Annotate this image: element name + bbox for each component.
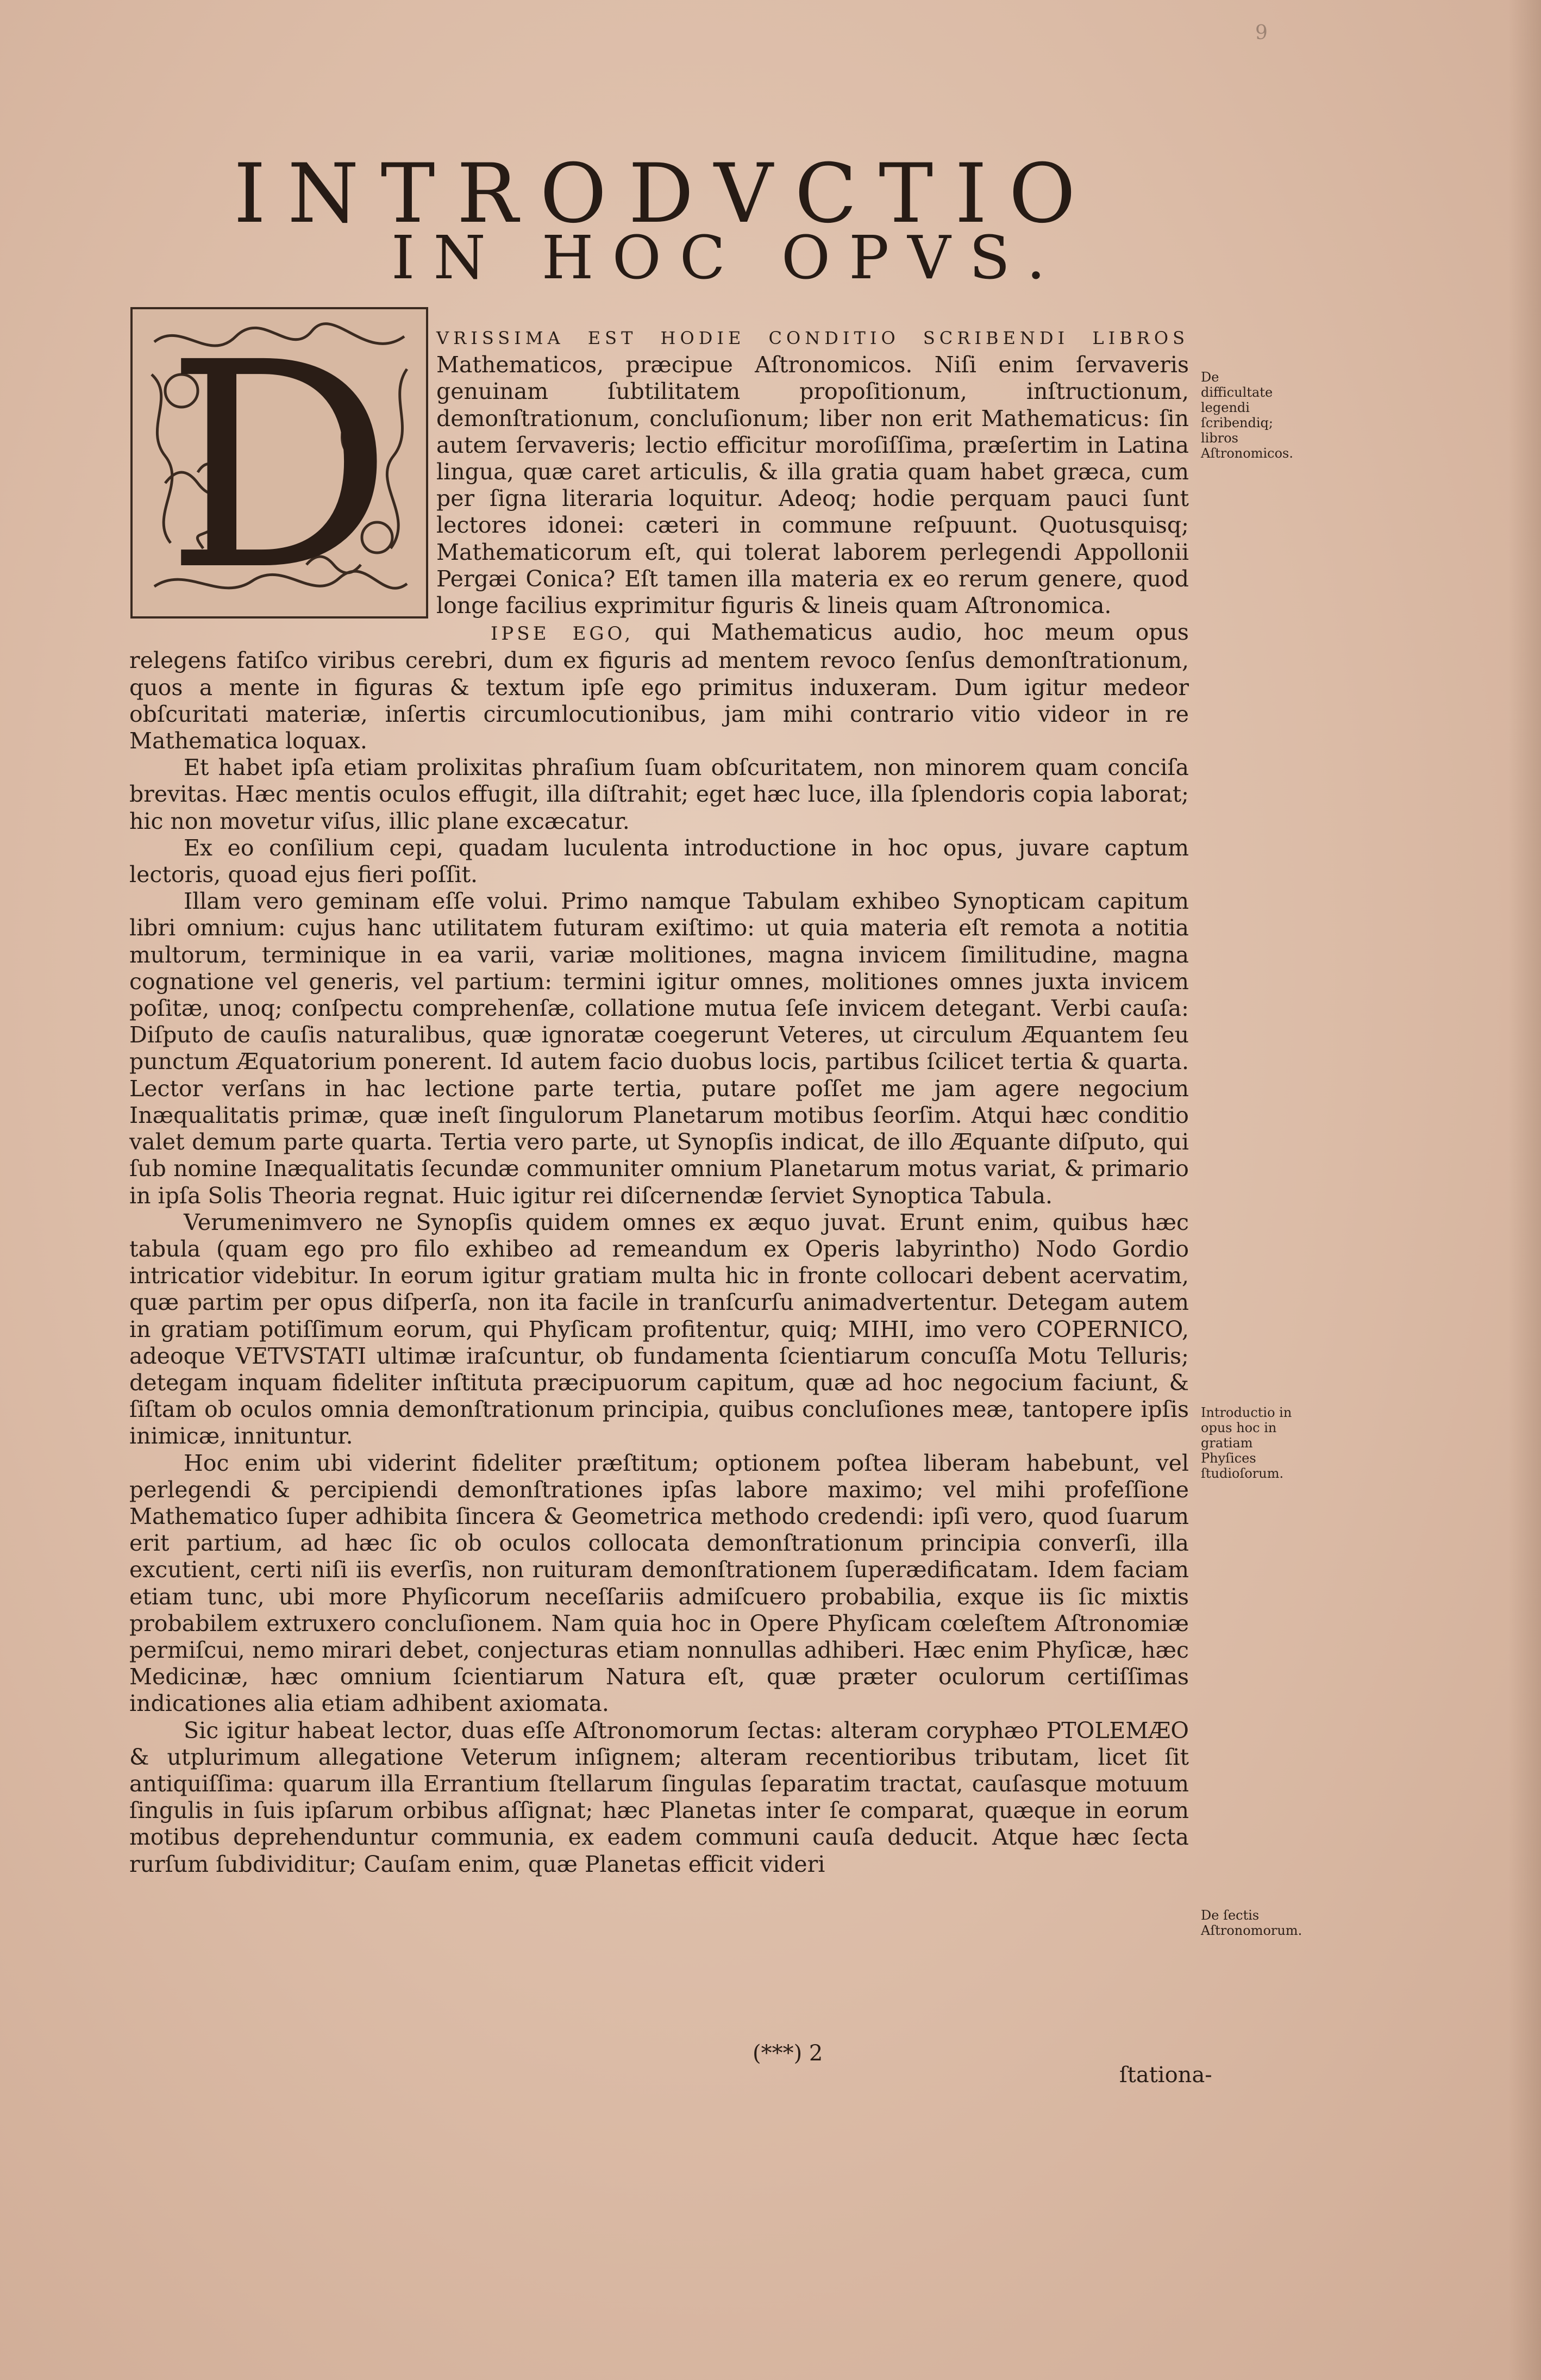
paragraph-6-text: Verumenimvero ne Synopſis quidem omnes ex æquo juvat. Erunt enim, quibus hæc tabula (quam ego pro filo exhibeo ad remeandum ex Operis labyrintho) Nodo Gordio intricatior videbitur. In eorum igitur gratiam multa hic in fronte collocari debent acervatim, quæ partim per opus diſperſa, non ita facile in tranſcurſu animadvertentur. Detegam autem in gratiam potiſſimum eorum, qui Phyſicam profitentur, quiq; MIHI, imo vero COPERNICO, adeoque VETVSTATI ultimæ iraſcuntur, ob fundamenta ſcientiarum concuſſa Motu Telluris; detegam inquam fideliter inſtituta præcipuorum capitum, quæ ad hoc negocium faciunt, & ſiſtam ob oculos omnia demonſtrationum principia, quibus concluſiones meæ, tantopere ipſis inimicæ, innituntur. [129, 1209, 1189, 1450]
margin-note-1: De difficultate legendi ſcribendiq; libros Aſtronomicos. [1201, 370, 1293, 461]
margin-note-3: De ſectis Aſtronomorum. [1201, 1908, 1302, 1938]
paragraph-1-lead: VRISSIMA EST HODIE CONDITIO SCRIBENDI LIBROS [436, 328, 1189, 348]
paragraph-7-text: Hoc enim ubi viderint fideliter præſtitum; optionem poſtea liberam habebunt, vel perlegendi & percipiendi demonſtrationes ipſas labore maximo; vel mihi profeſſione Mathematico ſuper adhibita ſincera & Geometrica methodo credendi: ipſi vero, quod ſuarum erit partium, ad hæc ſic ob oculos collocata demonſtrationum principia converſi, illa excutient, certi niſi iis everſis, non ruituram demonſtrationem ſuperædificatam. Idem faciam etiam tunc, ubi more Phyſicorum neceſſariis admiſcuero probabilia, exque iis ſic mixtis probabilem extruxero concluſionem. Nam quia hoc in Opere Phyſicam cœleſtem Aſtronomiæ permiſcui, nemo mirari debet, conjecturas etiam nonnullas adhiberi. Hæc enim Phyſicæ, hæc Medicinæ, hæc omnium ſcientiarum Natura eſt, quæ præter oculorum certiſſimas indicationes alia etiam adhibent axiomata. [129, 1450, 1189, 1717]
paragraph-7 [129, 1450, 1189, 1717]
paragraph-6 [129, 1209, 1189, 1450]
paragraph-2-lead: IPSE EGO, [491, 623, 634, 645]
title-line-2: IN HOC OPVS. [391, 223, 1064, 292]
paragraph-1-text: Mathematicos, præcipue Aſtronomicos. Niſi enim ſervaveris genuinam ſubtilitatem propoſitionum, inſtructionum, demonſtrationum, concluſionum; liber non erit Mathematicus: ſin autem ſervaveris; lectio efficitur moroſiſſima, præſertim in Latina lingua, quæ caret articulis, & illa gratia quam habet græca, cum per ſigna literaria loquitur. Adeoq; hodie perquam pauci ſunt lectores idonei: cæteri in commune reſpuunt. Quotusquisq; Mathematicorum eſt, qui tolerat laborem perlegendi Appollonii Pergæi Conica? Eſt tamen illa materia ex eo rerum genere, quod longe facilius exprimitur figuris & lineis quam Aſtronomica. [436, 352, 1189, 619]
main-text [129, 323, 1189, 1878]
paragraph-4-text: Ex eo conſilium cepi, quadam luculenta introductione in hoc opus, juvare captum lectoris, quoad ejus fieri poſſit. [129, 834, 1189, 888]
paragraph-8-text: Sic igitur habeat lector, duas eſſe Aſtronomorum ſectas: alteram coryphæo PTOLEMÆO & utplurimum allegatione Veterum inſignem; alteram recentioribus tributam, licet ſit antiquiſſima: quarum illa Errantium ſtellarum ſingulas ſeparatim tractat, cauſasque motuum ſingulis in ſuis ipſarum orbibus aſſignat; hæc Planetas inter ſe comparat, quæque in eorum motibus deprehenduntur communia, ex eadem communi cauſa deducit. Atque hæc ſecta rurſum ſubdividitur; Cauſam enim, quæ Planetas efficit videri [129, 1717, 1189, 1877]
margin-note-2: Introductio in opus hoc in gratiam Phyſices ſtudioſorum. [1201, 1405, 1292, 1481]
paragraph-5 [129, 888, 1189, 1209]
initial-letter: D [166, 309, 393, 616]
page-edge-shadow [1508, 0, 1541, 2380]
paragraph-2-text: qui Mathematicus audio, hoc meum opus relegens fatiſco viribus cerebri, dum ex figuris ad mentem revoco ſenſus demonſtrationum, quos a mente in figuras & textum ipſe ego primitus induxeram. Dum igitur medeor obſcuritati materiæ, inſertis circumlocutionibus, jam mihi contrario vitio videor in re Mathematica loquax. [129, 619, 1189, 754]
paragraph-4 [129, 835, 1189, 888]
title-line-1: INTRODVCTIO [234, 147, 1098, 241]
initial-spacer [129, 323, 436, 639]
paragraph-5-text: Illam vero geminam eſſe volui. Primo namque Tabulam exhibeo Synopticam capitum libri omnium: cujus hanc utilitatem futuram exiſtimo: ut quia materia eſt remota a notitia multorum, terminique in ea varii, variæ molitiones, magna invicem ſimilitudine, magna cognatione vel generis, vel partium: termini igitur omnes, molitiones omnes juxta invicem poſitæ, unoq; conſpectu comprehenſæ, collatione mutua ſeſe invicem detegant. Verbi cauſa: Diſputo de cauſis naturalibus, quæ ignoratæ coegerunt Veteres, ut circulum Æquantem ſeu punctum Æquatorium ponerent. Id autem facio duobus locis, partibus ſcilicet tertia & quarta. Lector verſans in hac lectione parte tertia, putare poſſet me jam agere negocium Inæqualitatis primæ, quæ ineſt ſingulorum Planetarum motibus ſeorſim. Atqui hæc conditio valet demum parte quarta. Tertia vero parte, ut Synopſis indicat, de illo Æquante diſputo, qui ſub nomine Inæqualitatis ſecundæ communiter omnium Planetarum motus variat, & primario in ipſa Solis Theoria regnat. Huic igitur rei diſcernendæ ſerviet Synoptica Tabula. [129, 888, 1189, 1209]
catchword: ſtationa- [1119, 2063, 1212, 2088]
signature-mark: (***) 2 [753, 2041, 823, 2066]
folio-mark: 9 [1255, 22, 1268, 44]
paragraph-3-text: Et habet ipſa etiam prolixitas phraſium ſuam obſcuritatem, non minorem quam conciſa brevitas. Hæc mentis oculos effugit, illa diſtrahit; eget hæc luce, illa ſplendoris copia laborat; hic non movetur viſus, illic plane excæcatur. [129, 754, 1189, 834]
paragraph-8 [129, 1717, 1189, 1878]
paragraph-3 [129, 754, 1189, 835]
paragraph-2 [129, 619, 1189, 754]
